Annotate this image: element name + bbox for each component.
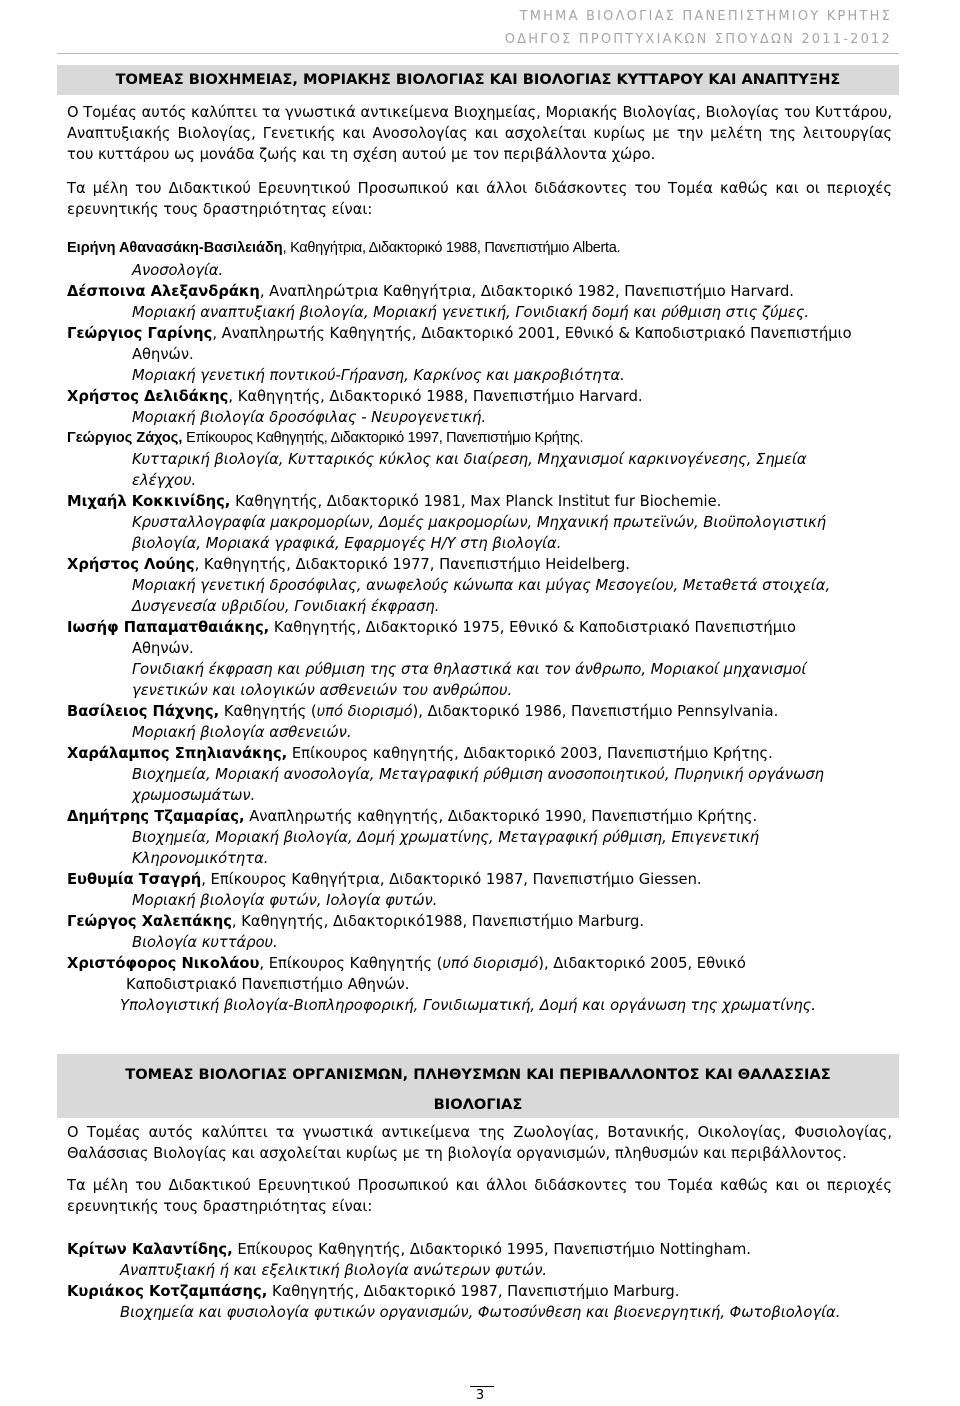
footer-divider <box>470 1386 494 1387</box>
member-chalepakis: Γεώργος Χαλεπάκης, Καθηγητής, Διδακτορικό1988, Πανεπιστήμιο Marburg. <box>67 913 645 930</box>
research-tsagri: Μοριακή βιολογία φυτών, Ιολογία φυτών. <box>132 892 438 909</box>
section2-title-line2: ΒΙΟΛΟΓΙΑΣ <box>433 1096 523 1113</box>
member-kokkinidis: Μιχαήλ Κοκκινίδης, Καθηγητής, Διδακτορικό 1981, Max Planck Institut fur Biochemie. <box>67 493 722 510</box>
header-department: ΤΜΗΜΑ ΒΙΟΛΟΓΙΑΣ ΠΑΝΕΠΙΣΤΗΜΙΟΥ ΚΡΗΤΗΣ <box>519 9 892 24</box>
member-spilianakis: Χαράλαμπος Σπηλιανάκης, Επίκουρος καθηγητής, Διδακτορικό 2003, Πανεπιστήμιο Κρήτης. <box>67 745 773 762</box>
research-papamatthaiakis: Γονιδιακή έκφραση και ρύθμιση της στα θηλαστικά και τον άνθρωπο, Μοριακοί μηχανισμοί <box>132 661 807 678</box>
member-nikolaou: Χριστόφορος Νικολάου, Επίκουρος Καθηγητής (υπό διορισμό), Διδακτορικό 2005, Εθνικό <box>67 955 746 972</box>
research-zachos: Κυτταρική βιολογία, Κυτταρικός κύκλος και διαίρεση, Μηχανισμοί καρκινογένεσης, Σημεία <box>132 451 807 468</box>
member-zachos: Γεώργιος Ζάχος, Επίκουρος Καθηγητής, Διδακτορικό 1997, Πανεπιστήμιο Κρήτης. <box>67 430 584 446</box>
research-papamatthaiakis-cont: γενετικών και ιολογικών ασθενειών του ανθρώπου. <box>132 682 513 699</box>
section1-title: ΤΟΜΕΑΣ ΒΙΟΧΗΜΕΙΑΣ, ΜΟΡΙΑΚΗΣ ΒΙΟΛΟΓΙΑΣ ΚΑΙ ΒΙΟΛΟΓΙΑΣ ΚΥΤΤΑΡΟΥ ΚΑΙ ΑΝΑΠΤΥΞΗΣ <box>57 65 899 95</box>
research-spilianakis: Βιοχημεία, Μοριακή ανοσολογία, Μεταγραφική ρύθμιση ανοσοποιητικού, Πυρηνική οργάνωση <box>132 766 824 783</box>
page-number: 3 <box>475 1388 485 1403</box>
section1-members-intro: Τα μέλη του Διδακτικού Ερευνητικού Προσωπικού και άλλοι διδάσκοντες του Τομέα καθώς και οι περιοχές ερευνητικής τους δραστηριότητας είναι: <box>67 180 892 218</box>
research-kalantidis: Αναπτυξιακή ή και εξελικτική βιολογία ανώτερων φυτών. <box>120 1262 548 1279</box>
research-pachnis: Μοριακή βιολογία ασθενειών. <box>132 724 352 741</box>
research-delidakis: Μοριακή βιολογία δροσόφιλας - Νευρογενετική. <box>132 409 487 426</box>
research-tzamarias-cont: Κληρονομικότητα. <box>132 850 269 867</box>
member-tzamarias: Δημήτρης Τζαμαρίας, Αναπληρωτής καθηγητής, Διδακτορικό 1990, Πανεπιστήμιο Κρήτης. <box>67 808 758 825</box>
member-delidakis: Χρήστος Δελιδάκης, Καθηγητής, Διδακτορικό 1988, Πανεπιστήμιο Harvard. <box>67 388 643 405</box>
research-tzamarias: Βιοχημεία, Μοριακή βιολογία, Δομή χρωματίνης, Μεταγραφική ρύθμιση, Επιγενετική <box>132 829 760 846</box>
member-tsagri: Ευθυμία Τσαγρή, Επίκουρος Καθηγήτρια, Διδακτορικό 1987, Πανεπιστήμιο Giessen. <box>67 871 702 888</box>
member-kalantidis: Κρίτων Καλαντίδης, Επίκουρος Καθηγητής, Διδακτορικό 1995, Πανεπιστήμιο Nottingham. <box>67 1241 751 1258</box>
member-athanasaki: Ειρήνη Αθανασάκη-Βασιλειάδη, Καθηγήτρια, Διδακτορικό 1988, Πανεπιστήμιο Alberta. <box>67 240 621 256</box>
member-nikolaou-cont: Καποδιστριακό Πανεπιστήμιο Αθηνών. <box>126 976 410 993</box>
member-papamatthaiakis: Ιωσήφ Παπαματθαιάκης, Καθηγητής, Διδακτορικό 1975, Εθνικό & Καποδιστριακό Πανεπιστήμιο <box>67 619 796 636</box>
research-spilianakis-cont: χρωμοσωμάτων. <box>132 787 256 804</box>
research-nikolaou: Υπολογιστική βιολογία-Βιοπληροφορική, Γονιδιωματική, Δομή και οργάνωση της χρωματίνης. <box>120 997 816 1014</box>
member-garinis: Γεώργιος Γαρίνης, Αναπληρωτής Καθηγητής, Διδακτορικό 2001, Εθνικό & Καποδιστριακό Πανεπιστήμιο <box>67 325 852 342</box>
research-kotzabasis: Βιοχημεία και φυσιολογία φυτικών οργανισμών, Φωτοσύνθεση και βιοενεργητική, Φωτοβιολογία. <box>120 1304 841 1321</box>
header-divider <box>57 53 899 54</box>
header-guide-title: ΟΔΗΓΟΣ ΠΡΟΠΤΥΧΙΑΚΩΝ ΣΠΟΥΔΩΝ 2011-2012 <box>504 32 892 47</box>
section2-intro: Ο Τομέας αυτός καλύπτει τα γνωστικά αντικείμενα της Ζωολογίας, Βοτανικής, Οικολογίας, Φυσιολογίας, Θαλάσσιας Βιολογίας και ασχολείται κυρίως με τη βιολογία οργανισμών, πληθυσμών και περιβάλλοντος. <box>67 1124 892 1162</box>
research-kokkinidis-cont: βιολογία, Μοριακά γραφικά, Εφαρμογές Η/Υ στη βιολογία. <box>132 535 562 552</box>
member-pachnis: Βασίλειος Πάχνης, Καθηγητής (υπό διορισμό), Διδακτορικό 1986, Πανεπιστήμιο Pennsylvania. <box>67 703 779 720</box>
section2-title <box>57 1054 899 1118</box>
section2-title-line1: ΤΟΜΕΑΣ ΒΙΟΛΟΓΙΑΣ ΟΡΓΑΝΙΣΜΩΝ, ΠΛΗΘΥΣΜΩΝ ΚΑΙ ΠΕΡΙΒΑΛΛΟΝΤΟΣ ΚΑΙ ΘΑΛΑΣΣΙΑΣ <box>125 1066 831 1083</box>
research-chalepakis: Βιολογία κυττάρου. <box>132 934 278 951</box>
member-alexandraki: Δέσποινα Αλεξανδράκη, Αναπληρώτρια Καθηγήτρια, Διδακτορικό 1982, Πανεπιστήμιο Harvard. <box>67 283 794 300</box>
member-louis: Χρήστος Λούης, Καθηγητής, Διδακτορικό 1977, Πανεπιστήμιο Heidelberg. <box>67 556 630 573</box>
member-kotzabasis: Κυριάκος Κοτζαμπάσης, Καθηγητής, Διδακτορικό 1987, Πανεπιστήμιο Marburg. <box>67 1283 680 1300</box>
research-kokkinidis: Κρυσταλλογραφία μακρομορίων, Δομές μακρομορίων, Μηχανική πρωτεϊνών, Βιοϋπολογιστική <box>132 514 827 531</box>
research-alexandraki: Μοριακή αναπτυξιακή βιολογία, Μοριακή γενετική, Γονιδιακή δομή και ρύθμιση στις ζύμες. <box>132 304 810 321</box>
section1-intro: Ο Τομέας αυτός καλύπτει τα γνωστικά αντικείμενα Βιοχημείας, Μοριακής Βιολογίας, Βιολογίας του Κυττάρου, Αναπτυξιακής Βιολογίας, Γενετικής και Ανοσολογίας και ασχολείται κυρίως με την μελέτη της λειτουργίας του κυττάρου ως μονάδα ζωής και τη σχέση αυτού με τον περιβάλλοντα χώρο. <box>67 104 892 163</box>
research-louis-cont: Δυσγενεσία υβριδίου, Γονιδιακή έκφραση. <box>132 598 440 615</box>
member-garinis-cont: Αθηνών. <box>132 346 194 363</box>
research-athanasaki: Ανοσολογία. <box>132 262 224 279</box>
section2-members-intro: Τα μέλη του Διδακτικού Ερευνητικού Προσωπικού και άλλοι διδάσκοντες του Τομέα καθώς και οι περιοχές ερευνητικής τους δραστηριότητας είναι: <box>67 1177 892 1215</box>
research-garinis: Μοριακή γενετική ποντικού-Γήρανση, Καρκίνος και μακροβιότητα. <box>132 367 625 384</box>
research-louis: Μοριακή γενετική δροσόφιλας, ανωφελούς κώνωπα και μύγας Μεσογείου, Μεταθετά στοιχεία, <box>132 577 831 594</box>
member-papamatthaiakis-cont: Αθηνών. <box>132 640 194 657</box>
research-zachos-cont: ελέγχου. <box>132 472 197 489</box>
